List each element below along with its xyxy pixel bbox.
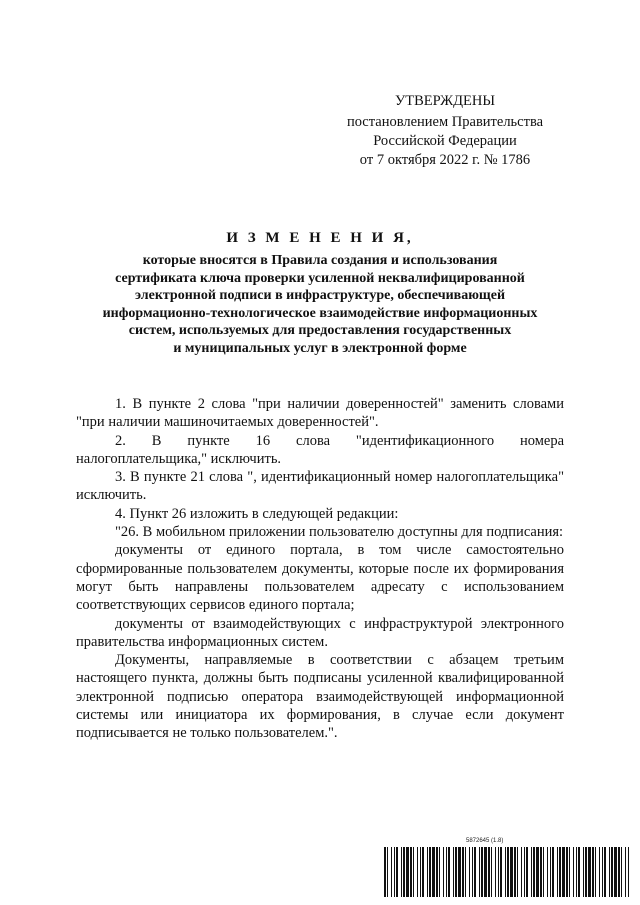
barcode-bar <box>474 847 476 897</box>
barcode-bar <box>583 847 584 897</box>
barcode-bar <box>592 847 594 897</box>
barcode-bar <box>595 847 596 897</box>
barcode-bar <box>443 847 444 897</box>
barcode-bar <box>479 847 480 897</box>
barcode-bar <box>429 847 431 897</box>
barcode-bar <box>562 847 565 897</box>
barcode-bar <box>604 847 606 897</box>
barcode-bar <box>500 847 502 897</box>
barcode-bar <box>484 847 487 897</box>
subtitle-line: информационно-технологическое взаимодействие информационных <box>102 305 538 321</box>
barcode-bar <box>505 847 506 897</box>
subtitle-line: и муниципальных услуг в электронной форме <box>173 340 467 356</box>
barcode-bar <box>453 847 454 897</box>
body-paragraph: Документы, направляемые в соответствии с абзацем третьим настоящего пункта, должны быть подписаны усиленной квалифицированной электронной подписью оператора взаимодействующей информационной системы или инициатора их формирования, в случае если документ подписывается не только пользователем.". <box>76 652 564 742</box>
barcode-bar <box>488 847 490 897</box>
barcode-bar <box>446 847 447 897</box>
barcode-bar <box>436 847 438 897</box>
barcode-bar <box>628 847 629 897</box>
barcode-bar <box>491 847 492 897</box>
barcode-bar <box>472 847 473 897</box>
barcode-bar <box>391 847 392 897</box>
approval-heading: УТВЕРЖДЕНЫ <box>394 93 496 109</box>
body-paragraph: "26. В мобильном приложении пользователю доступны для подписания: <box>115 524 564 541</box>
barcode-bar <box>524 847 525 897</box>
barcode-bar <box>547 847 548 897</box>
subtitle-line: систем, используемых для предоставления государственных <box>128 323 512 338</box>
barcode-bar <box>465 847 466 897</box>
barcode-bar <box>514 847 516 897</box>
barcode-bar <box>458 847 461 897</box>
barcode-code: 5872645 (1.8) <box>466 838 504 844</box>
subtitle-line: электронной подписи в инфраструктуре, обеспечивающей <box>134 288 506 303</box>
barcode-bar <box>540 847 542 897</box>
barcode-bar <box>394 847 395 897</box>
barcode-bar <box>559 847 561 897</box>
body-paragraph: 2. В пункте 16 слова "идентификационного номера налогоплательщика," исключить. <box>76 432 564 467</box>
barcode-bar <box>427 847 428 897</box>
approval-line: Российской Федерации <box>373 133 517 149</box>
barcode-bar <box>536 847 539 897</box>
barcode-bar <box>614 847 617 897</box>
barcode-bar <box>621 847 622 897</box>
approval-line: постановлением Правительства <box>346 114 544 130</box>
barcode-bar <box>422 847 424 897</box>
barcode-bar <box>517 847 518 897</box>
barcode-bar <box>573 847 574 897</box>
barcode-bar <box>432 847 435 897</box>
barcode-bar <box>406 847 409 897</box>
barcode-bar <box>455 847 457 897</box>
barcode-bar <box>585 847 587 897</box>
barcode-bar <box>417 847 418 897</box>
barcode-bar <box>602 847 603 897</box>
body-paragraph: документы от взаимодействующих с инфраструктурой электронного правительства информационных систем. <box>76 615 564 650</box>
body-paragraph: 1. В пункте 2 слова "при наличии доверенностей" заменить словами "при наличии машиночитаемых доверенностей". <box>76 396 564 431</box>
barcode-bar <box>481 847 483 897</box>
barcode-bar <box>448 847 450 897</box>
barcode-bar <box>439 847 440 897</box>
barcode-bar <box>599 847 600 897</box>
document-body <box>76 395 564 743</box>
document-subtitle <box>60 252 580 357</box>
approval-block <box>320 92 570 170</box>
barcode-bar <box>618 847 620 897</box>
barcode-bar <box>507 847 509 897</box>
barcode-bar <box>420 847 421 897</box>
subtitle-line: сертификата ключа проверки усиленной неквалифицированной <box>115 270 525 286</box>
barcode-bar <box>387 847 388 897</box>
barcode-bar <box>413 847 414 897</box>
barcode-bar <box>510 847 513 897</box>
barcode-bar <box>403 847 405 897</box>
barcode-bar <box>611 847 613 897</box>
barcode-bar <box>569 847 570 897</box>
barcode-bar <box>543 847 544 897</box>
barcode-bar <box>521 847 522 897</box>
barcode-bar <box>625 847 626 897</box>
barcode-bar <box>396 847 398 897</box>
barcode-bar <box>566 847 568 897</box>
barcode-bar <box>578 847 580 897</box>
barcode-bar <box>550 847 551 897</box>
barcode-bar <box>588 847 591 897</box>
barcode-bar <box>576 847 577 897</box>
barcode-icon <box>384 847 632 897</box>
barcode-bar <box>410 847 412 897</box>
barcode-bar <box>533 847 535 897</box>
body-paragraph: документы от единого портала, в том числе самостоятельно сформированные пользователем документы, которые после их формирования могут быть направлены пользователем адресату с использованием соответствующих сервисов единого портала; <box>76 542 564 614</box>
body-paragraph: 4. Пункт 26 изложить в следующей редакции: <box>115 505 399 522</box>
barcode-bar <box>498 847 499 897</box>
barcode-bar <box>495 847 496 897</box>
body-paragraph: 3. В пункте 21 слова ", идентификационный номер налогоплательщика" исключить. <box>76 469 564 504</box>
barcode-bar <box>609 847 610 897</box>
approval-line: от 7 октября 2022 г. № 1786 <box>359 152 531 168</box>
barcode-bar <box>401 847 402 897</box>
barcode-bar <box>552 847 554 897</box>
subtitle-line: которые вносятся в Правила создания и использования <box>142 253 498 268</box>
barcode-bar <box>526 847 528 897</box>
barcode-bar <box>462 847 464 897</box>
barcode-bar <box>384 847 386 897</box>
barcode-bar <box>531 847 532 897</box>
document-title: И З М Е Н Е Н И Я, <box>226 230 414 246</box>
barcode-bar <box>469 847 470 897</box>
barcode-bar <box>557 847 558 897</box>
